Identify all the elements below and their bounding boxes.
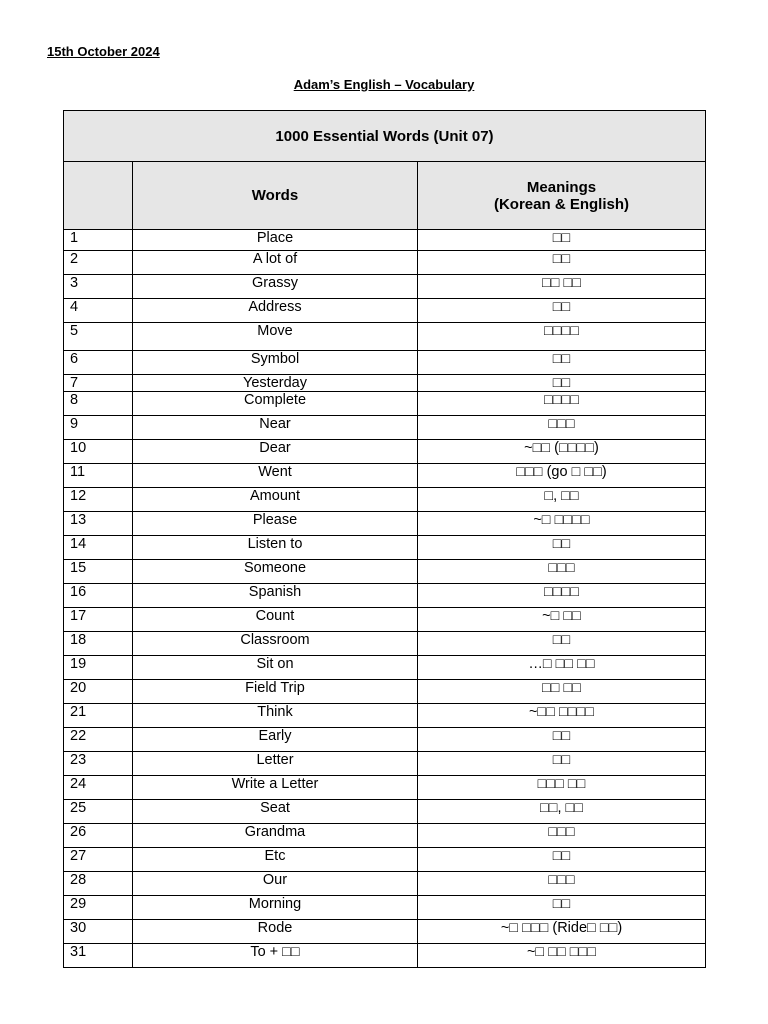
row-meaning: □□□	[418, 416, 706, 440]
table-row	[64, 464, 706, 488]
row-number: 20	[64, 680, 133, 704]
row-meaning: □□□□	[418, 323, 706, 351]
table-row	[64, 896, 706, 920]
row-number: 29	[64, 896, 133, 920]
table-row	[64, 440, 706, 464]
row-number: 28	[64, 872, 133, 896]
row-meaning: □□	[418, 896, 706, 920]
row-meaning: □, □□	[418, 488, 706, 512]
table-row	[64, 680, 706, 704]
row-word: A lot of	[133, 251, 418, 275]
vocabulary-table	[63, 110, 706, 968]
row-meaning: □□	[418, 230, 706, 251]
row-number: 22	[64, 728, 133, 752]
meanings-column-header	[418, 162, 706, 230]
row-meaning: □□□ □□	[418, 776, 706, 800]
row-word: Please	[133, 512, 418, 536]
row-word: Place	[133, 230, 418, 251]
table-row	[64, 872, 706, 896]
row-word: Sit on	[133, 656, 418, 680]
table-row	[64, 275, 706, 299]
row-meaning: ~□ □□□□	[418, 512, 706, 536]
row-word: Grassy	[133, 275, 418, 299]
row-number: 14	[64, 536, 133, 560]
row-number: 31	[64, 944, 133, 968]
table-row	[64, 560, 706, 584]
row-word: Field Trip	[133, 680, 418, 704]
table-row	[64, 512, 706, 536]
row-meaning: □□ □□	[418, 275, 706, 299]
table-row	[64, 488, 706, 512]
row-number: 25	[64, 800, 133, 824]
row-meaning: □□	[418, 536, 706, 560]
row-word: Yesterday	[133, 375, 418, 392]
row-word: Morning	[133, 896, 418, 920]
vocabulary-rows	[64, 230, 706, 968]
table-row	[64, 800, 706, 824]
number-column-header	[64, 162, 133, 230]
row-word: Seat	[133, 800, 418, 824]
row-number: 6	[64, 351, 133, 375]
table-row	[64, 323, 706, 351]
row-number: 17	[64, 608, 133, 632]
document-heading: Adam’s English – Vocabulary	[293, 77, 475, 92]
row-meaning: □□□□	[418, 392, 706, 416]
row-word: Etc	[133, 848, 418, 872]
row-word: Early	[133, 728, 418, 752]
row-meaning: □□	[418, 375, 706, 392]
table-row	[64, 728, 706, 752]
words-column-header	[133, 162, 418, 230]
row-word: Address	[133, 299, 418, 323]
table-row	[64, 776, 706, 800]
row-number: 11	[64, 464, 133, 488]
row-word: Move	[133, 323, 418, 351]
row-number: 24	[64, 776, 133, 800]
table-row	[64, 536, 706, 560]
row-number: 5	[64, 323, 133, 351]
words-header-label: Words	[251, 187, 299, 204]
row-meaning: □□	[418, 632, 706, 656]
row-word: Write a Letter	[133, 776, 418, 800]
row-word: Near	[133, 416, 418, 440]
row-meaning: □□□	[418, 824, 706, 848]
row-word: To + □□	[133, 944, 418, 968]
row-word: Spanish	[133, 584, 418, 608]
row-word: Rode	[133, 920, 418, 944]
row-meaning: ~□ □□ □□□	[418, 944, 706, 968]
table-row	[64, 632, 706, 656]
row-word: Went	[133, 464, 418, 488]
row-meaning: □□□□	[418, 584, 706, 608]
row-number: 3	[64, 275, 133, 299]
row-word: Complete	[133, 392, 418, 416]
row-number: 15	[64, 560, 133, 584]
row-word: Grandma	[133, 824, 418, 848]
row-word: Think	[133, 704, 418, 728]
table-row	[64, 299, 706, 323]
meanings-header-line2: (Korean & English)	[493, 195, 629, 213]
row-meaning: □□□	[418, 560, 706, 584]
row-word: Classroom	[133, 632, 418, 656]
table-row	[64, 416, 706, 440]
table-row	[64, 824, 706, 848]
table-row	[64, 752, 706, 776]
row-meaning: …□ □□ □□	[418, 656, 706, 680]
table-row	[64, 392, 706, 416]
table-title: 1000 Essential Words (Unit 07)	[64, 111, 706, 162]
row-meaning: □□	[418, 299, 706, 323]
row-word: Symbol	[133, 351, 418, 375]
row-number: 8	[64, 392, 133, 416]
row-meaning: ~□□ (□□□□)	[418, 440, 706, 464]
row-number: 13	[64, 512, 133, 536]
table-row	[64, 584, 706, 608]
row-word: Our	[133, 872, 418, 896]
row-number: 30	[64, 920, 133, 944]
table-row	[64, 704, 706, 728]
row-number: 27	[64, 848, 133, 872]
document-date: 15th October 2024	[47, 44, 160, 59]
row-meaning: □□□ (go □ □□)	[418, 464, 706, 488]
row-meaning: □□	[418, 728, 706, 752]
row-number: 21	[64, 704, 133, 728]
row-word: Letter	[133, 752, 418, 776]
row-word: Someone	[133, 560, 418, 584]
row-word: Amount	[133, 488, 418, 512]
row-meaning: ~□ □□□ (Ride□ □□)	[418, 920, 706, 944]
row-meaning: □□ □□	[418, 680, 706, 704]
row-word: Count	[133, 608, 418, 632]
row-word: Listen to	[133, 536, 418, 560]
row-number: 10	[64, 440, 133, 464]
row-number: 4	[64, 299, 133, 323]
row-number: 12	[64, 488, 133, 512]
meanings-header-line1: Meanings	[526, 178, 597, 196]
table-row	[64, 608, 706, 632]
row-number: 1	[64, 230, 133, 251]
table-row	[64, 920, 706, 944]
row-word: Dear	[133, 440, 418, 464]
row-meaning: ~□□ □□□□	[418, 704, 706, 728]
row-meaning: ~□ □□	[418, 608, 706, 632]
row-number: 19	[64, 656, 133, 680]
row-number: 18	[64, 632, 133, 656]
row-number: 26	[64, 824, 133, 848]
row-number: 2	[64, 251, 133, 275]
table-row	[64, 351, 706, 375]
table-row	[64, 656, 706, 680]
table-row	[64, 944, 706, 968]
row-meaning: □□	[418, 848, 706, 872]
row-meaning: □□	[418, 351, 706, 375]
row-meaning: □□, □□	[418, 800, 706, 824]
row-number: 16	[64, 584, 133, 608]
table-row	[64, 230, 706, 251]
row-meaning: □□□	[418, 872, 706, 896]
table-row	[64, 375, 706, 392]
row-meaning: □□	[418, 251, 706, 275]
table-row	[64, 848, 706, 872]
row-number: 9	[64, 416, 133, 440]
table-row	[64, 251, 706, 275]
row-meaning: □□	[418, 752, 706, 776]
row-number: 7	[64, 375, 133, 392]
row-number: 23	[64, 752, 133, 776]
